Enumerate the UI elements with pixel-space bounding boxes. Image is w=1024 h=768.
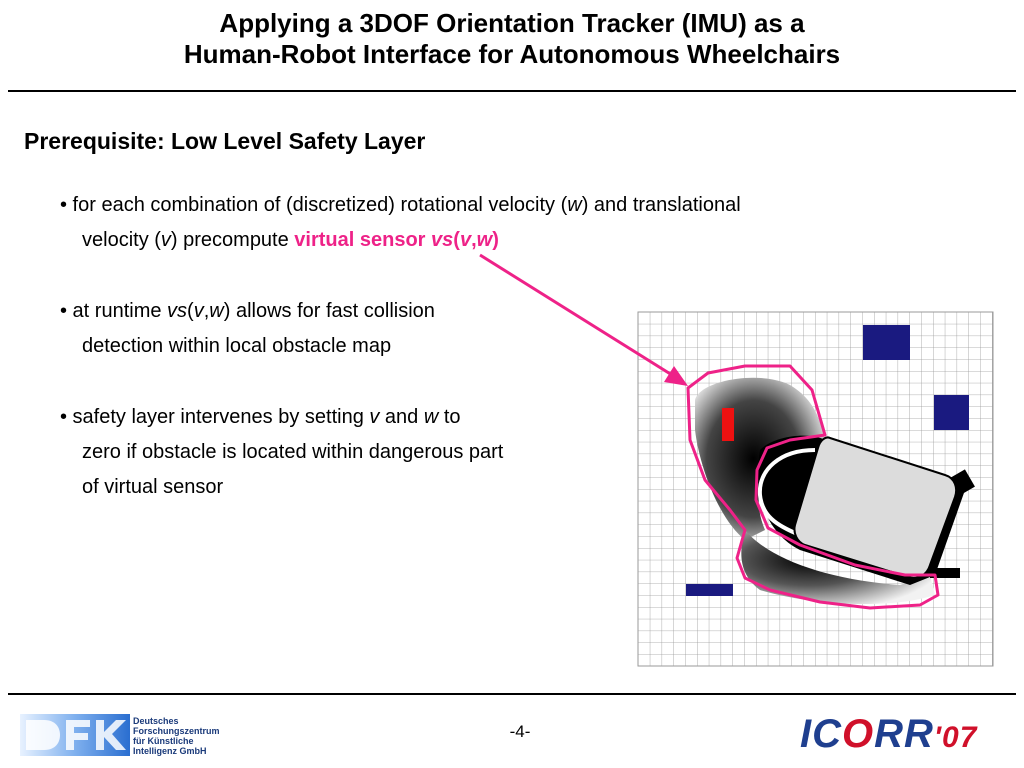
icorr-logo-part-1: IC <box>800 712 842 756</box>
icorr-logo-part-4: '07 <box>933 721 978 754</box>
danger-zone <box>722 408 734 441</box>
bullet-2-text-b: ) allows for fast collision <box>223 300 435 322</box>
bullet-1-text-b: ) and translational <box>581 194 741 216</box>
icorr-logo-part-3: RR <box>874 712 934 756</box>
icorr-logo-part-2: O <box>842 712 875 756</box>
bullet-1-var-w: w <box>567 194 582 216</box>
bullet-1-text-a: • for each combination of (discretized) rotational velocity ( <box>60 194 568 216</box>
bullet-1-text-d: ) precompute <box>170 229 295 251</box>
bullet-2-var-v: v <box>193 300 204 322</box>
section-heading: Prerequisite: Low Level Safety Layer <box>24 128 426 154</box>
dfki-name <box>133 716 220 756</box>
title-line-1: Applying a 3DOF Orientation Tracker (IMU) as a <box>219 8 805 38</box>
bullet-2-line-2: detection within local obstacle map <box>82 335 392 357</box>
bottom-divider <box>8 693 1016 695</box>
dfki-logo-icon <box>20 712 130 758</box>
dfki-line-2: Forschungszentrum <box>133 726 220 736</box>
dfki-line-4: Intelligenz GmbH <box>133 746 207 756</box>
bullet-1-text-c: velocity ( <box>82 229 161 251</box>
bullet-2-var-vs: vs <box>167 300 188 322</box>
obstacle-right <box>934 395 969 430</box>
bullet-2-var-w: w <box>209 300 224 322</box>
bullet-1-var-v: v <box>160 229 171 251</box>
virtual-sensor-highlight: virtual sensor vs(v,w) <box>294 229 499 251</box>
bullet-3: • safety layer intervenes by setting v and w to zero if obstacle is located within dangerous part of virtual sensor <box>60 400 503 505</box>
bullet-2: • at runtime vs(v,w) allows for fast collision detection within local obstacle map <box>60 294 435 364</box>
title-line-2: Human-Robot Interface for Autonomous Wheelchairs <box>183 39 841 69</box>
page-number: -4- <box>509 722 531 741</box>
bullet-3-line-3: of virtual sensor <box>82 476 224 498</box>
icorr-logo <box>800 712 977 757</box>
obstacle-top <box>863 325 910 360</box>
bullet-3-text-a: • safety layer intervenes by setting <box>60 406 370 428</box>
bullet-2-text-a: • at runtime <box>60 300 168 322</box>
obstacle-bottom <box>686 584 733 596</box>
bullet-3-line-2: zero if obstacle is located within dangerous part <box>82 441 504 463</box>
dfki-line-3: für Künstliche <box>133 736 194 746</box>
dfki-line-1: Deutsches <box>133 716 179 726</box>
bullet-3-var-v: v <box>369 406 380 428</box>
bullet-3-var-w: w <box>423 406 439 428</box>
